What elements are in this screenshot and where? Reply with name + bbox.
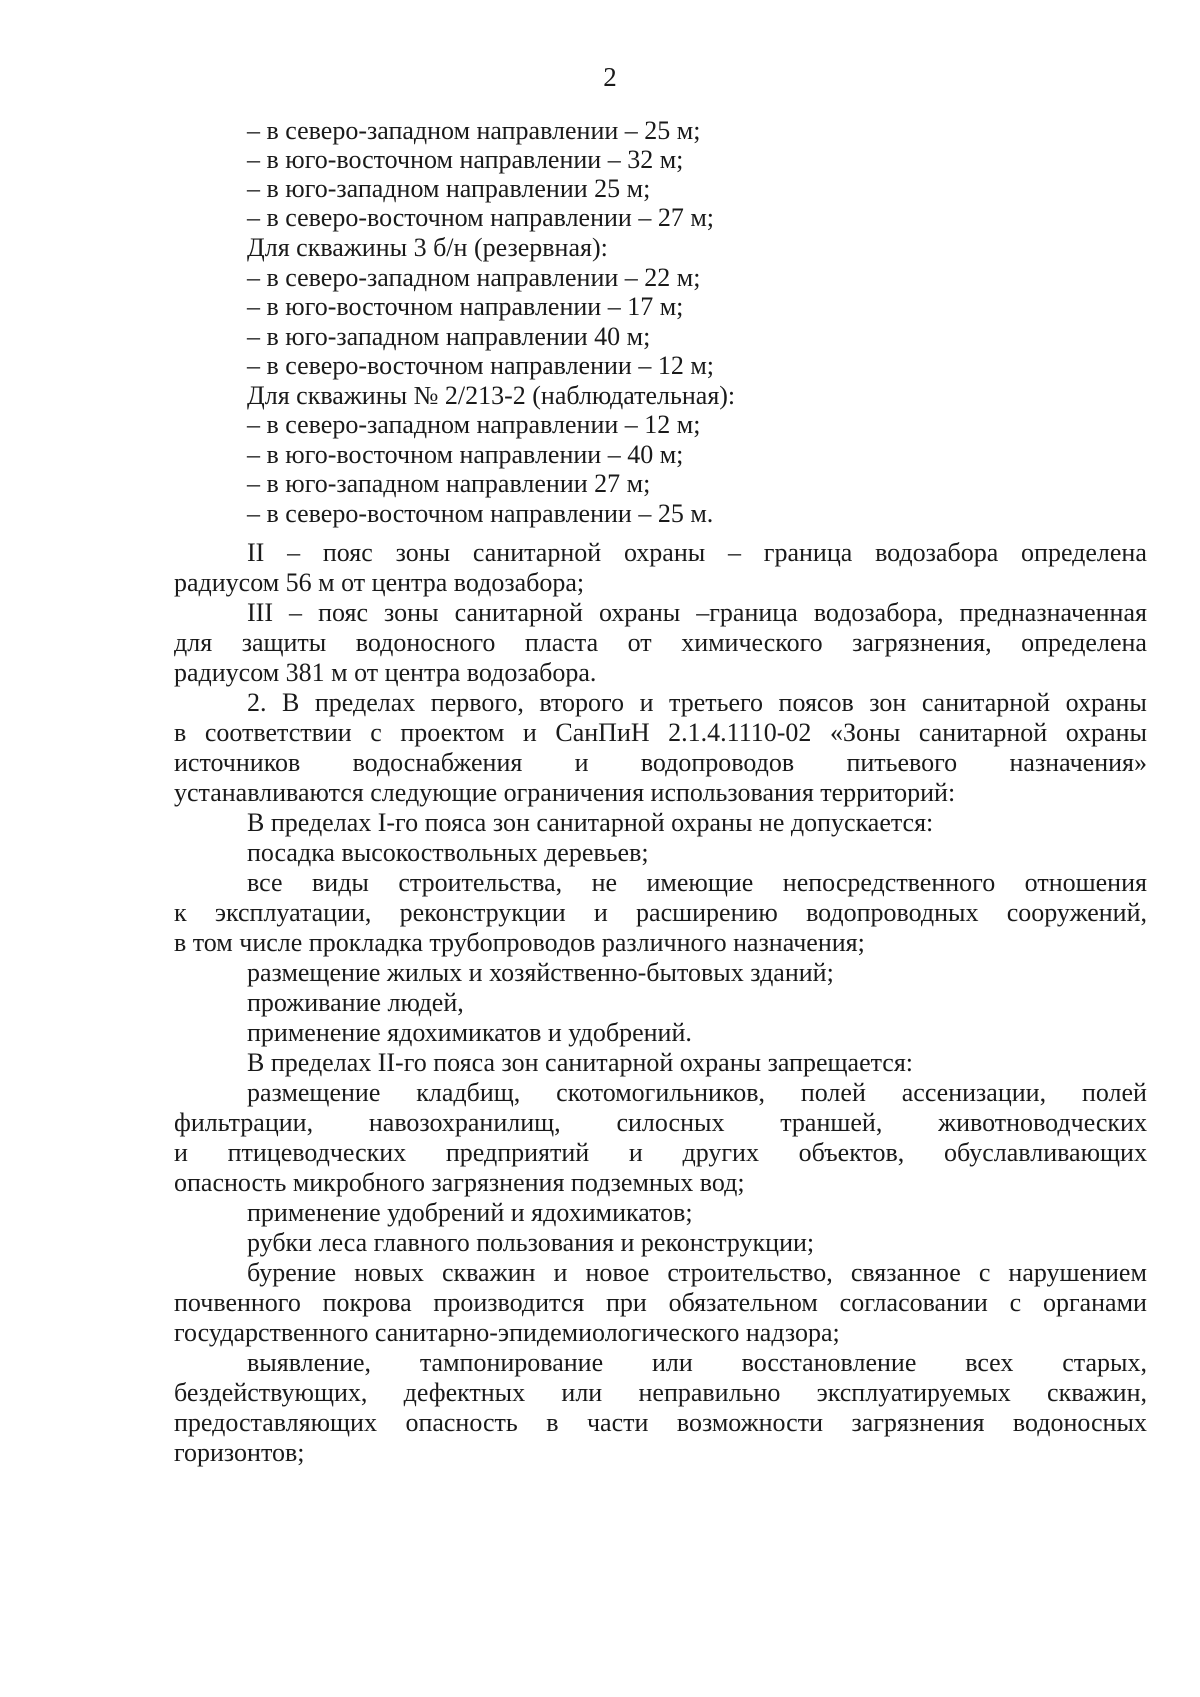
word: пояс <box>322 538 373 567</box>
word: и <box>553 1258 568 1287</box>
word: траншей, <box>780 1108 883 1137</box>
word: 2.1.4.1110-02 <box>668 718 812 747</box>
word: II <box>247 538 265 567</box>
text-line: – в северо-восточном направлении – 27 м; <box>247 203 715 232</box>
text-line: радиусом 381 м от центра водозабора. <box>174 658 597 687</box>
text-line: радиусом 56 м от центра водозабора; <box>174 568 585 597</box>
word: новое <box>585 1258 650 1287</box>
word: водозабора, <box>813 598 944 627</box>
word: виды <box>312 868 369 897</box>
word: строительство, <box>667 1258 833 1287</box>
word: бездействующих, <box>174 1378 368 1407</box>
text-line <box>174 628 1147 658</box>
word: скважин, <box>1047 1378 1147 1407</box>
word: санитарной <box>921 688 1051 717</box>
word: или <box>561 1378 603 1407</box>
word: охраны <box>598 598 681 627</box>
word: санитарной <box>454 598 583 627</box>
word: и <box>174 1138 188 1167</box>
page-number: 2 <box>603 62 617 92</box>
word: загрязнения, <box>852 628 992 657</box>
word: опасность <box>405 1408 518 1437</box>
word: эксплуатации, <box>214 898 372 927</box>
word: реконструкции <box>399 898 566 927</box>
word: СанПиН <box>555 718 650 747</box>
word: защиты <box>241 628 327 657</box>
word: дефектных <box>403 1378 526 1407</box>
word: химического <box>681 628 823 657</box>
text-line: опасность микробного загрязнения подземных вод; <box>174 1168 745 1197</box>
text-line <box>174 1138 1147 1168</box>
text-line: – в северо-восточном направлении – 12 м; <box>247 351 715 380</box>
word: определена <box>1021 538 1147 567</box>
word: –граница <box>696 598 798 627</box>
word: органами <box>1042 1288 1147 1317</box>
text-line: горизонтов; <box>174 1438 305 1467</box>
text-line: в том числе прокладка трубопроводов различного назначения; <box>174 928 865 957</box>
word: сооружений, <box>1006 898 1147 927</box>
word: пояс <box>318 598 368 627</box>
word: производится <box>433 1288 585 1317</box>
word: восстановление <box>741 1348 917 1377</box>
text-line: применение ядохимикатов и удобрений. <box>247 1018 692 1047</box>
text-line: рубки леса главного пользования и реконструкции; <box>247 1228 815 1257</box>
word: навозохранилищ, <box>368 1108 561 1137</box>
word: для <box>174 628 213 657</box>
word: к <box>174 898 187 927</box>
word: объектов, <box>798 1138 905 1167</box>
word: неправильно <box>638 1378 781 1407</box>
word: источников <box>174 748 301 777</box>
word: предприятий <box>445 1138 590 1167</box>
word: в <box>546 1408 559 1437</box>
word: других <box>682 1138 759 1167</box>
word: и <box>628 1138 643 1167</box>
word: водопроводов <box>640 748 795 777</box>
word: при <box>605 1288 647 1317</box>
text-line <box>174 718 1147 748</box>
text-line: проживание людей, <box>247 988 464 1017</box>
text-line <box>247 598 1147 628</box>
text-line <box>174 1378 1147 1408</box>
word: все <box>247 868 283 897</box>
word: граница <box>763 538 853 567</box>
word: фильтрации, <box>174 1108 314 1137</box>
text-line <box>174 1288 1147 1318</box>
word: силосных <box>616 1108 725 1137</box>
word: пределах <box>314 688 416 717</box>
word: с <box>978 1258 991 1287</box>
text-line <box>247 538 1147 568</box>
word: – <box>289 598 303 627</box>
word: в <box>174 718 187 747</box>
text-line: устанавливаются следующие ограничения использования территорий: <box>174 778 956 807</box>
word: водозабора <box>875 538 999 567</box>
word: новых <box>354 1258 424 1287</box>
word: первого, <box>430 688 524 717</box>
word: санитарной <box>472 538 602 567</box>
word: согласовании <box>839 1288 988 1317</box>
word: обязательном <box>668 1288 818 1317</box>
word: или <box>651 1348 693 1377</box>
word: и <box>522 718 537 747</box>
word: и <box>574 748 589 777</box>
text-line: – в юго-восточном направлении – 17 м; <box>247 292 684 321</box>
word: размещение <box>247 1078 381 1107</box>
word: непосредственного <box>782 868 996 897</box>
text-line <box>247 1348 1147 1378</box>
text-line <box>174 748 1147 778</box>
word: и <box>639 688 654 717</box>
word: имеющие <box>646 868 754 897</box>
word: нарушением <box>1008 1258 1147 1287</box>
text-line: – в юго-восточном направлении – 40 м; <box>247 440 684 469</box>
text-line: – в юго-восточном направлении – 32 м; <box>247 145 684 174</box>
text-line: применение удобрений и ядохимикатов; <box>247 1198 693 1227</box>
text-line: государственного санитарно-эпидемиологического надзора; <box>174 1318 840 1347</box>
word: определена <box>1021 628 1147 657</box>
word: выявление, <box>247 1348 372 1377</box>
word: III <box>247 598 273 627</box>
word: поясов <box>778 688 854 717</box>
text-line: В пределах II-го пояса зон санитарной охраны запрещается: <box>247 1048 914 1077</box>
word: от <box>627 628 652 657</box>
word: тампонирование <box>419 1348 604 1377</box>
word: связанное <box>850 1258 961 1287</box>
word: скотомогильников, <box>556 1078 765 1107</box>
word: «Зоны <box>829 718 901 747</box>
word: водоснабжения <box>352 748 523 777</box>
word: строительства, <box>398 868 563 897</box>
word: бурение <box>247 1258 337 1287</box>
text-line: размещение жилых и хозяйственно-бытовых зданий; <box>247 958 834 987</box>
word: эксплуатируемых <box>816 1378 1011 1407</box>
text-line <box>174 1408 1147 1438</box>
text-line: Для скважины 3 б/н (резервная): <box>247 233 608 262</box>
word: охраны <box>1065 718 1147 747</box>
text-line <box>247 1078 1147 1108</box>
word: животноводческих <box>938 1108 1147 1137</box>
word: скважин <box>441 1258 536 1287</box>
text-line: посадка высокоствольных деревьев; <box>247 838 649 867</box>
word: пласта <box>524 628 599 657</box>
word: почвенного <box>174 1288 301 1317</box>
word: обуславливающих <box>944 1138 1147 1167</box>
word: ассенизации, <box>901 1078 1047 1107</box>
word: полей <box>800 1078 866 1107</box>
text-line <box>247 688 1147 718</box>
word: расширению <box>636 898 778 927</box>
word: водопроводных <box>806 898 979 927</box>
word: не <box>591 868 618 897</box>
word: с <box>370 718 382 747</box>
word: охраны <box>1065 688 1147 717</box>
word: – <box>728 538 742 567</box>
text-line: – в северо-западном направлении – 12 м; <box>247 410 701 439</box>
word: 2. <box>247 688 267 717</box>
word: второго <box>539 688 625 717</box>
word: В <box>282 688 300 717</box>
text-line: В пределах I-го пояса зон санитарной охраны не допускается: <box>247 808 934 837</box>
word: предоставляющих <box>174 1408 377 1437</box>
word: и <box>593 898 608 927</box>
text-line: – в северо-восточном направлении – 25 м. <box>247 499 714 528</box>
word: покрова <box>322 1288 412 1317</box>
word: водоносных <box>1012 1408 1147 1437</box>
word: питьевого <box>846 748 958 777</box>
word: назначения» <box>1009 748 1147 777</box>
text-line <box>174 898 1147 928</box>
text-line: – в северо-западном направлении – 22 м; <box>247 263 701 292</box>
text-line <box>247 1258 1147 1288</box>
text-line: – в юго-западном направлении 40 м; <box>247 322 651 351</box>
word: всех <box>965 1348 1014 1377</box>
text-line: Для скважины № 2/213-2 (наблюдательная): <box>247 381 736 410</box>
word: водоносного <box>355 628 496 657</box>
word: охраны <box>623 538 706 567</box>
text-line: – в юго-западном направлении 27 м; <box>247 469 651 498</box>
word: полей <box>1081 1078 1147 1107</box>
word: птицеводческих <box>227 1138 407 1167</box>
text-line: – в северо-западном направлении – 25 м; <box>247 116 701 145</box>
text-line <box>174 1108 1147 1138</box>
word: части <box>586 1408 649 1437</box>
word: старых, <box>1062 1348 1147 1377</box>
word: зон <box>869 688 907 717</box>
word: санитарной <box>918 718 1048 747</box>
word: с <box>1009 1288 1022 1317</box>
word: зоны <box>384 598 439 627</box>
word: – <box>287 538 301 567</box>
word: третьего <box>669 688 764 717</box>
word: соответствии <box>204 718 352 747</box>
word: предназначенная <box>959 598 1147 627</box>
word: возможности <box>676 1408 823 1437</box>
word: загрязнения <box>851 1408 985 1437</box>
text-line: – в юго-западном направлении 25 м; <box>247 174 651 203</box>
word: зоны <box>395 538 451 567</box>
word: отношения <box>1024 868 1147 897</box>
word: кладбищ, <box>416 1078 521 1107</box>
text-line <box>247 868 1147 898</box>
word: проектом <box>400 718 505 747</box>
